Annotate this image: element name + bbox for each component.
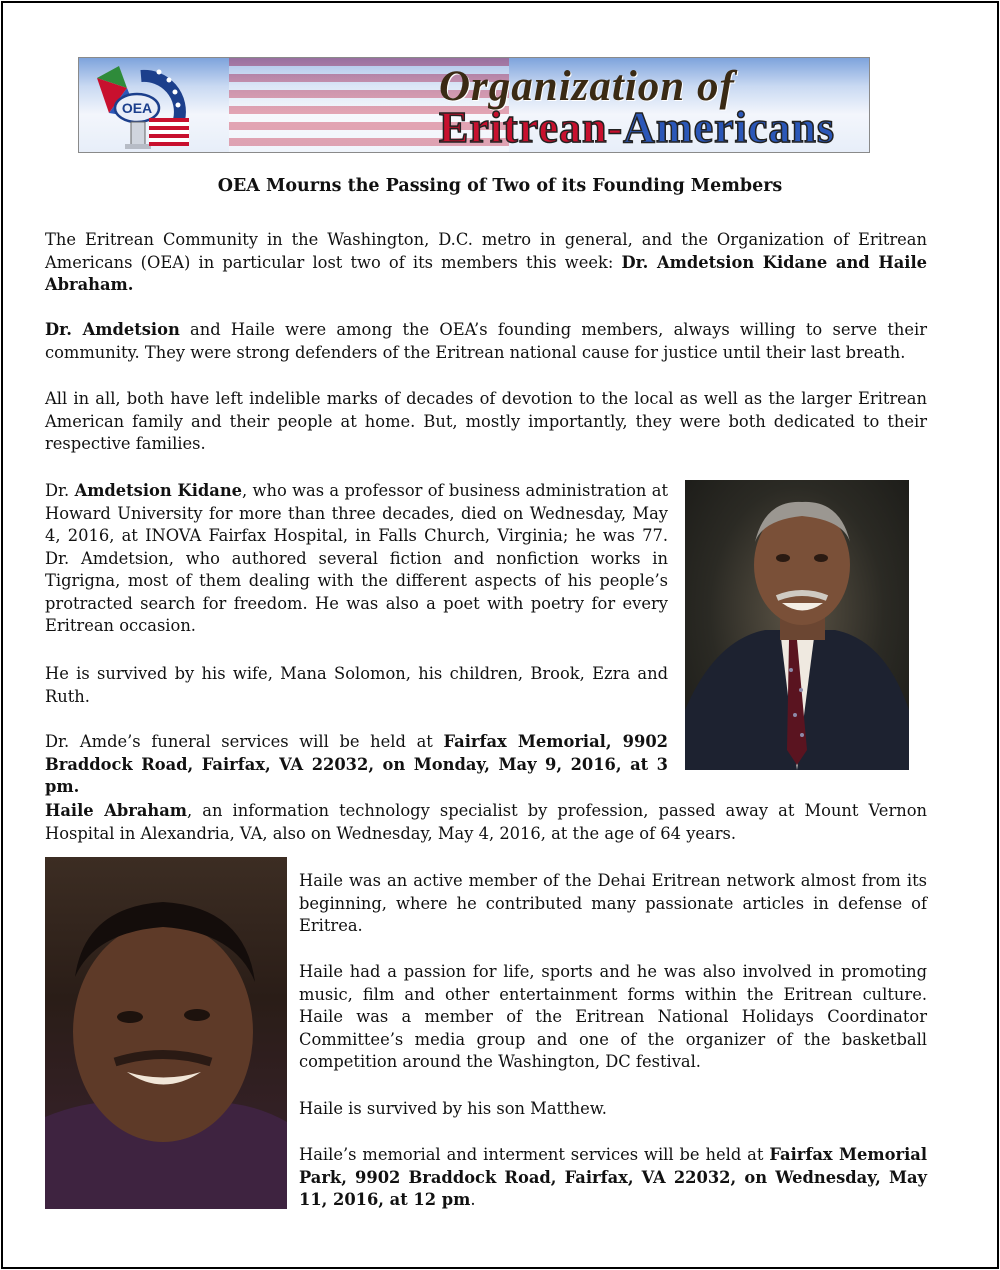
haile-name: Haile Abraham [45, 801, 187, 820]
banner-title-americans: Americans [623, 103, 835, 152]
paragraph-haile-passion: Haile had a passion for life, sports and he was also involved in promoting music, film and other entertainment forms within the Eritrean culture. Haile was a member of the Eritrean National Holidays Coordinator Committee’s media group and one of the organizer of the basketball competition around the Washington, DC festival. [299, 962, 927, 1071]
paragraph-haile-services [299, 1144, 927, 1212]
paragraph-amdetsion-bio [45, 480, 668, 638]
oea-logo-text: OEA [121, 100, 153, 116]
amdetsion-funeral-details: Fairfax Memorial, 9902 Braddock Road, Fairfax, VA 22032, on Monday, May 9, 2016, at 3 pm. [45, 732, 668, 796]
oea-banner [78, 57, 870, 153]
haile-abraham-photo [45, 857, 287, 1209]
haile-intro-text: , an information technology specialist by profession, passed away at Mount Vernon Hospital in Alexandria, VA, also on Wednesday, May 4, 2016, at the age of 64 years. [45, 801, 927, 843]
amdetsion-funeral-text: Dr. Amde’s funeral services will be held at [45, 732, 444, 751]
banner-title-line1: Organization of [439, 63, 735, 110]
haile-services-end: . [470, 1190, 476, 1209]
paragraph-haile-family: Haile is survived by his son Matthew. [299, 1099, 607, 1118]
banner-title-eritrean: Eritrean- [439, 103, 624, 152]
paragraph-haile-dehai: Haile was an active member of the Dehai Eritrean network almost from its beginning, where he contributed many passionate articles in defense of Eritrea. [299, 871, 927, 935]
haile-services-text: Haile’s memorial and interment services will be held at [299, 1145, 770, 1164]
founders-text: and Haile were among the OEA’s founding members, always willing to serve their community. They were strong defenders of the Eritrean national cause for justice until their last breath. [45, 320, 927, 362]
amdetsion-portrait-image [685, 480, 909, 770]
paragraph-amdetsion-family: He is survived by his wife, Mana Solomon, his children, Brook, Ezra and Ruth. [45, 664, 668, 706]
amdetsion-name: Amdetsion Kidane [74, 481, 243, 500]
haile-services-details: Fairfax Memorial Park, 9902 Braddock Road, Fairfax, VA 22032, on Wednesday, May 11, 2016, at 12 pm [299, 1145, 928, 1209]
paragraph-haile-intro [45, 800, 927, 845]
oea-logo-icon [79, 58, 204, 152]
banner-title-line2 [439, 102, 835, 153]
paragraph-founders [45, 319, 927, 364]
amdetsion-kidane-photo [685, 480, 909, 770]
intro-text: The Eritrean Community in the Washington, D.C. metro in general, and the Organization of Eritrean Americans (OEA) in particular lost two of its members this week: [45, 230, 927, 272]
paragraph-amdetsion-funeral [45, 731, 668, 799]
paragraph-intro [45, 229, 927, 297]
founders-name: Dr. Amdetsion [45, 320, 180, 339]
page-headline: OEA Mourns the Passing of Two of its Founding Members [217, 176, 783, 196]
amdetsion-bio-text: , who was a professor of business administration at Howard University for more than three decades, died on Wednesday, May 4, 2016, at INOVA Fairfax Hospital, in Falls Church, Virginia; he was 77. Dr. Amdetsion, who authored several fiction and nonfiction works in Tigrigna, most of them dealing with the different aspects of his people’s protracted search for freedom. He was also a poet with poetry for every Eritrean occasion. [45, 481, 668, 635]
haile-portrait-image [45, 857, 287, 1209]
intro-names: Dr. Amdetsion Kidane and Haile Abraham. [45, 252, 927, 294]
amdetsion-bio-prefix: Dr. [45, 481, 75, 500]
paragraph-legacy: All in all, both have left indelible marks of decades of devotion to the local as well as the larger Eritrean American family and their people at home. But, mostly importantly, they were both dedicated to their respective families. [45, 389, 927, 453]
